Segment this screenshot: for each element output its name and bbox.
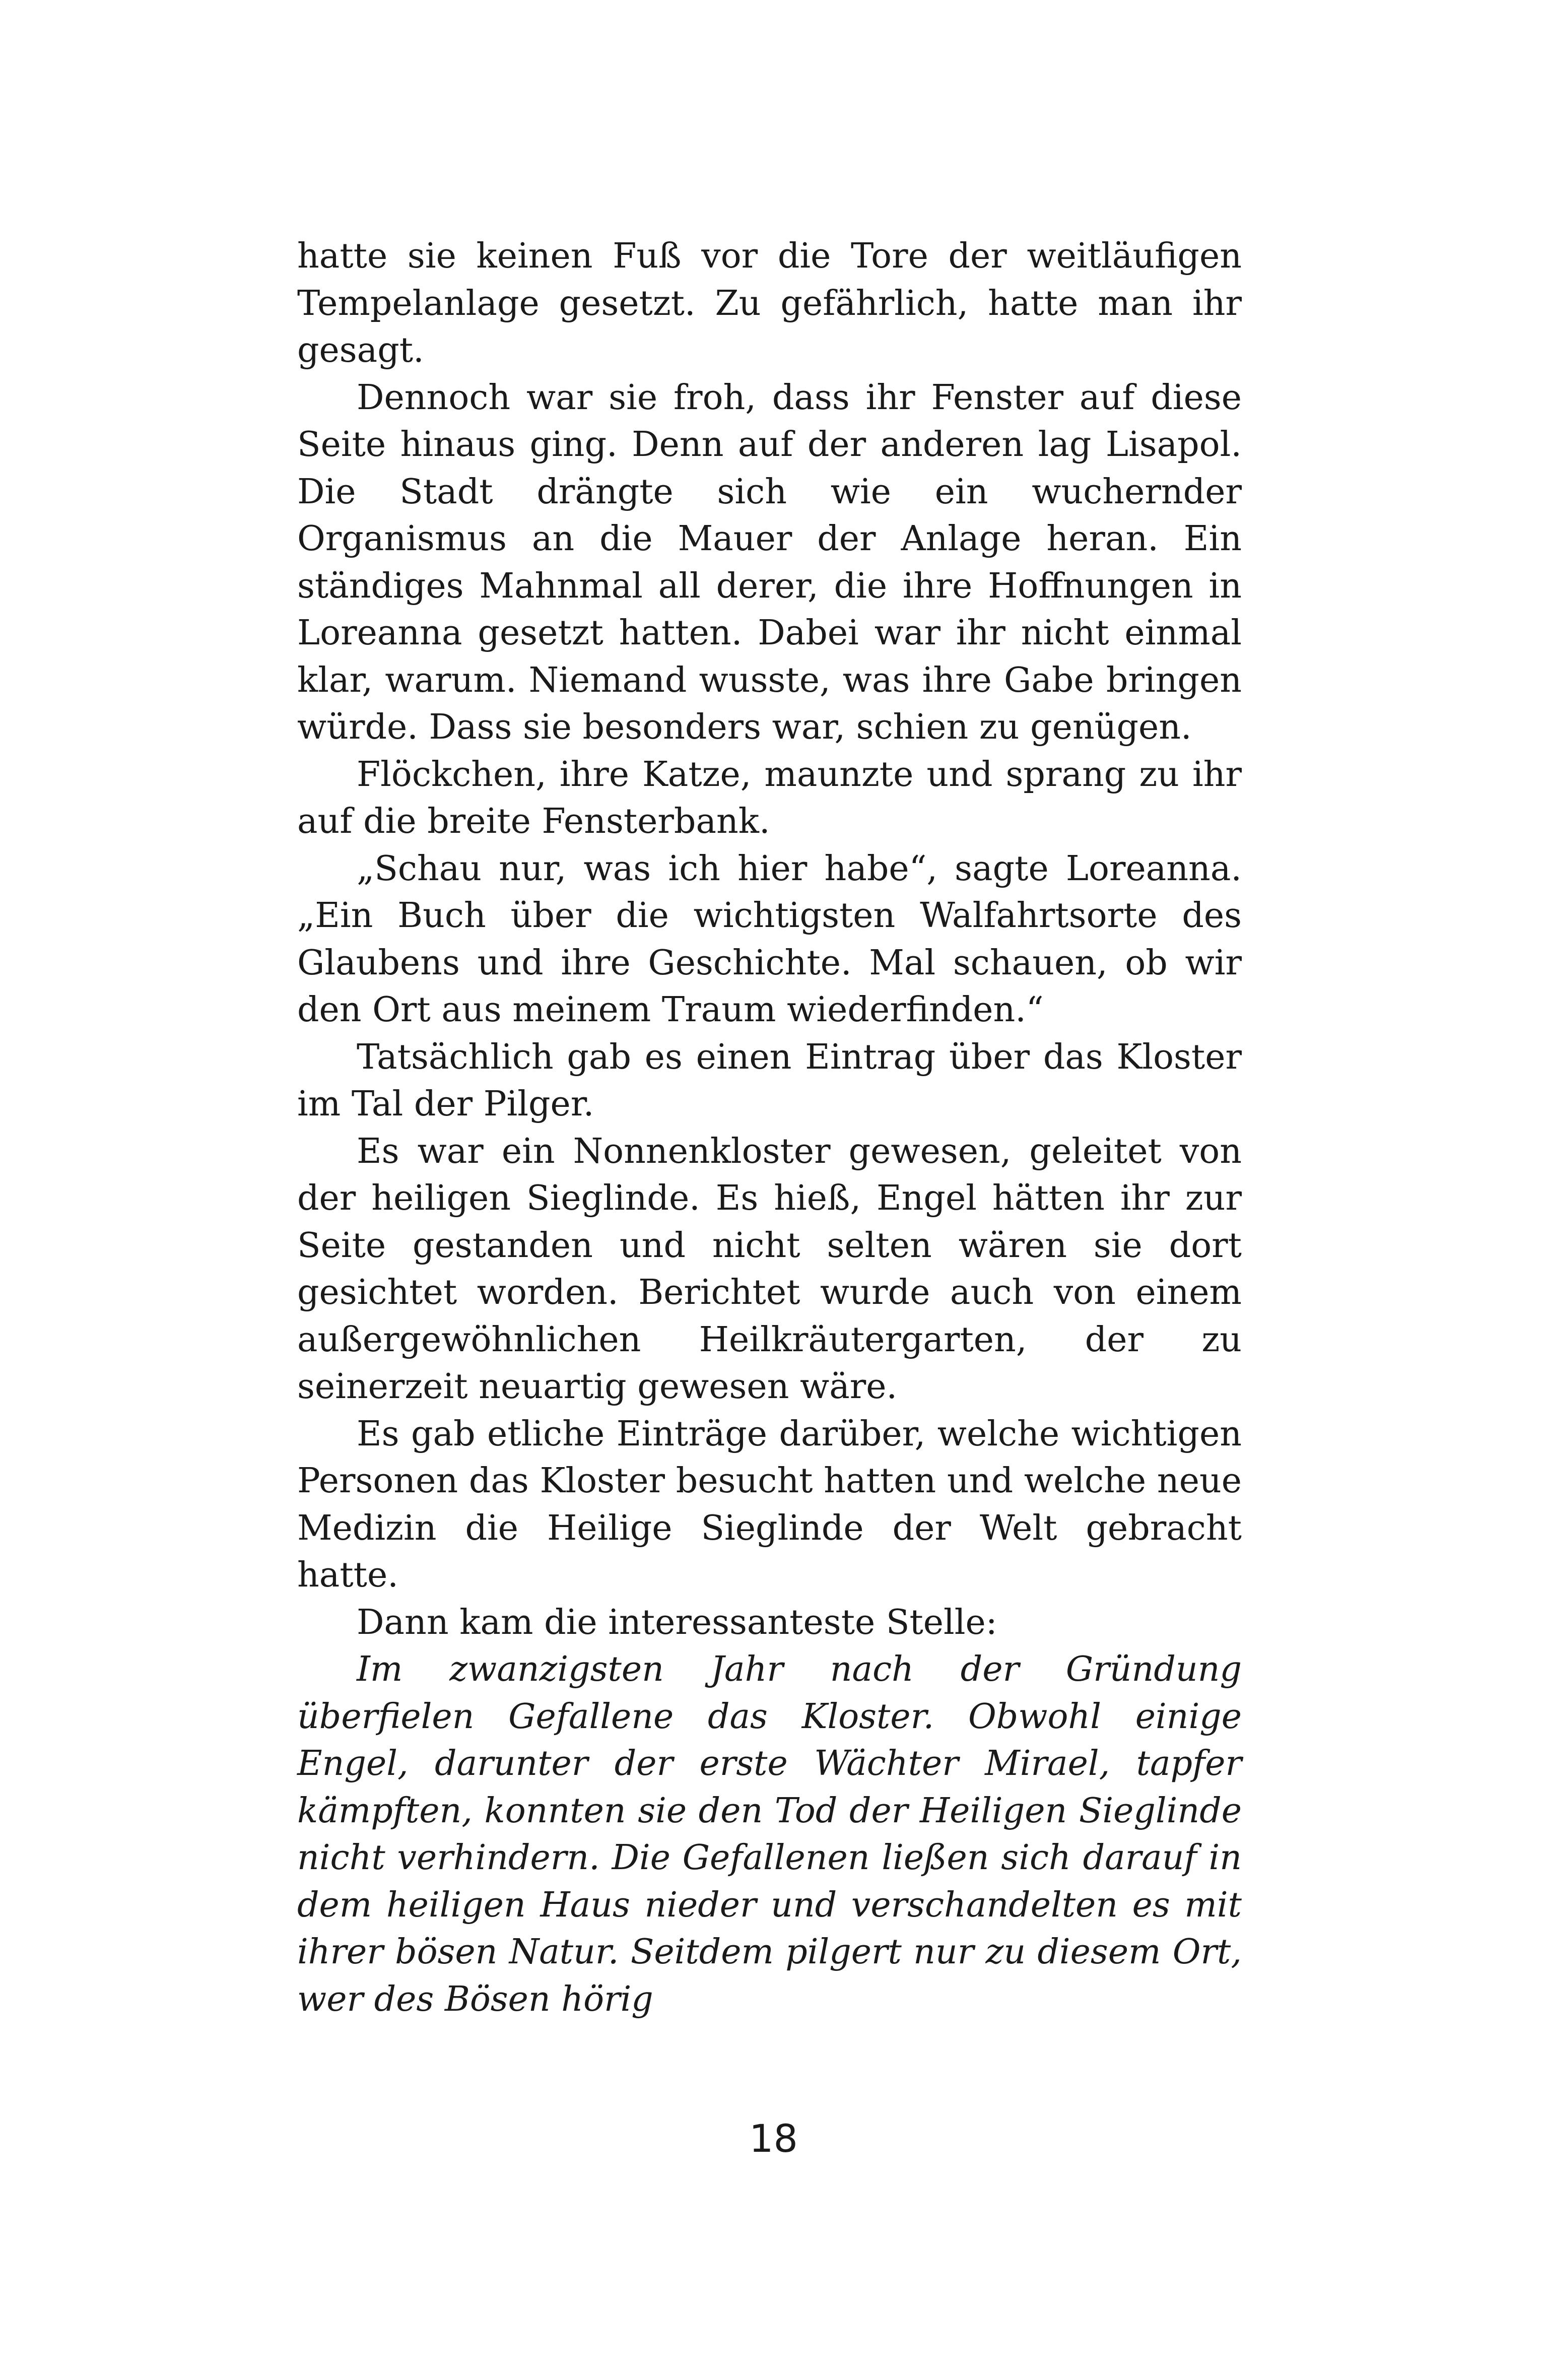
paragraph: Dann kam die interessanteste Stelle: xyxy=(357,1602,997,1642)
paragraph: hatte sie keinen Fuß vor die Tore der weitläufigen Tempelanlage gesetzt. Zu gefährlich, hatte man ihr gesagt. xyxy=(297,236,1242,370)
page-number: 18 xyxy=(749,2116,798,2161)
paragraph: Flöckchen, ihre Katze, maunzte und sprang zu ihr auf die breite Fensterbank. xyxy=(297,754,1242,841)
paragraph: Dennoch war sie froh, dass ihr Fenster auf diese Seite hinaus ging. Denn auf der anderen lag Lisapol. Die Stadt drängte sich wie ein wuchernder Organismus an die Mauer der Anlage heran. Ein ständiges Mahnmal all derer, die ihre Hoffnungen in Loreanna gesetzt hatten. Dabei war ihr nicht einmal klar, warum. Niemand wusste, was ihre Gabe bringen würde. Dass sie besonders war, schien zu genügen. xyxy=(297,377,1242,747)
paragraph: „Schau nur, was ich hier habe“, sagte Loreanna. „Ein Buch über die wichtigsten Walfahrtsorte des Glaubens und ihre Geschichte. Mal schauen, ob wir den Ort aus meinem Traum wiederfinden.“ xyxy=(297,848,1242,1030)
paragraph: Tatsächlich gab es einen Eintrag über das Kloster im Tal der Pilger. xyxy=(297,1037,1242,1124)
italic-quote-paragraph: Im zwanzigsten Jahr nach der Gründung überfielen Gefallene das Kloster. Obwohl einige Engel, darunter der erste Wächter Mirael, tapfer kämpften, konnten sie den Tod der Heiligen Sieglinde nicht verhindern. Die Gefallenen ließen sich darauf in dem heiligen Haus nieder und verschandelten es mit ihrer bösen Natur. Seitdem pilgert nur zu diesem Ort, wer des Bösen hörig xyxy=(297,1649,1242,2019)
paragraph: Es war ein Nonnenkloster gewesen, geleitet von der heiligen Sieglinde. Es hieß, Engel hätten ihr zur Seite gestanden und nicht selten wären sie dort gesichtet worden. Berichtet wurde auch von einem außergewöhnlichen Heilkräutergarten, der zu seinerzeit neuartig gewesen wäre. xyxy=(297,1131,1242,1407)
paragraph: Es gab etliche Einträge darüber, welche wichtigen Personen das Kloster besucht hatten und welche neue Medizin die Heilige Sieglinde der Welt gebracht hatte. xyxy=(297,1414,1242,1595)
body-text xyxy=(297,233,1242,2023)
